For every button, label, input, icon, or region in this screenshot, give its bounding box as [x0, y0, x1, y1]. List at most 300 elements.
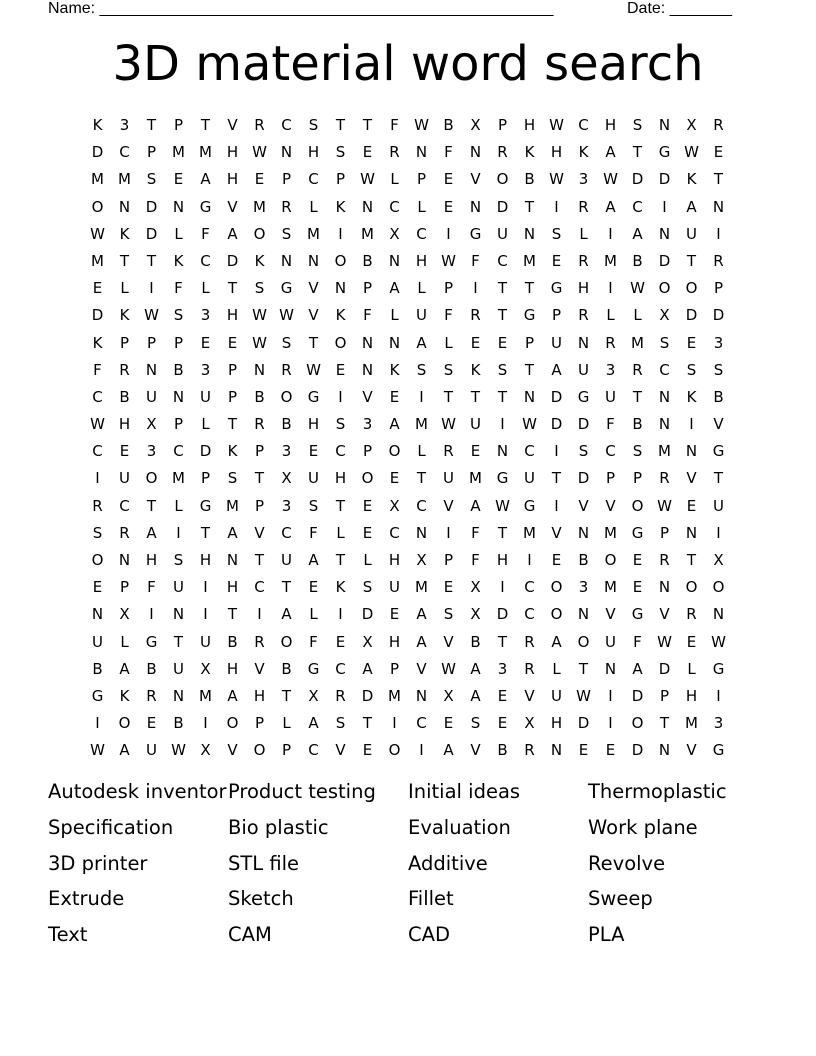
grid-letter[interactable]: E — [92, 279, 103, 298]
grid-letter[interactable]: L — [552, 659, 561, 678]
grid-letter[interactable]: D — [91, 306, 104, 325]
grid-letter[interactable]: L — [174, 496, 183, 515]
grid-letter[interactable]: O — [577, 632, 590, 651]
grid-letter[interactable]: D — [91, 143, 104, 162]
grid-letter[interactable]: M — [523, 523, 536, 542]
grid-letter[interactable]: A — [416, 632, 427, 651]
grid-letter[interactable]: O — [280, 387, 293, 406]
grid-letter[interactable]: R — [713, 251, 724, 270]
grid-letter[interactable]: M — [469, 469, 482, 488]
grid-letter[interactable]: B — [281, 659, 292, 678]
grid-letter[interactable]: E — [362, 523, 373, 542]
grid-letter[interactable]: H — [388, 632, 401, 651]
grid-letter[interactable]: V — [335, 741, 346, 760]
grid-letter[interactable]: W — [684, 143, 699, 162]
grid-letter[interactable]: N — [307, 251, 320, 270]
grid-letter[interactable]: N — [685, 523, 698, 542]
grid-letter[interactable]: M — [685, 714, 698, 733]
grid-letter[interactable]: D — [361, 605, 374, 624]
grid-letter[interactable]: G — [523, 306, 536, 325]
grid-letter[interactable]: I — [446, 523, 451, 542]
grid-letter[interactable]: H — [415, 251, 428, 270]
grid-letter[interactable]: N — [577, 605, 590, 624]
grid-letter[interactable]: X — [281, 469, 292, 488]
grid-letter[interactable]: R — [146, 686, 157, 705]
grid-letter[interactable]: V — [551, 523, 562, 542]
grid-letter[interactable]: A — [389, 415, 400, 434]
grid-letter[interactable]: 3 — [578, 170, 589, 189]
grid-letter[interactable]: E — [551, 551, 562, 569]
grid-letter[interactable]: A — [227, 523, 238, 542]
grid-letter[interactable]: K — [524, 143, 535, 162]
grid-letter[interactable]: X — [308, 686, 319, 705]
grid-letter[interactable]: T — [524, 360, 535, 379]
grid-letter[interactable]: W — [549, 116, 564, 134]
grid-letter[interactable]: N — [361, 333, 374, 352]
grid-letter[interactable]: D — [631, 170, 644, 189]
grid-letter[interactable]: A — [308, 551, 319, 569]
grid-letter[interactable]: K — [119, 306, 130, 325]
grid-letter[interactable]: O — [91, 197, 104, 216]
grid-letter[interactable]: T — [659, 714, 670, 733]
grid-letter[interactable]: K — [335, 306, 346, 325]
grid-letter[interactable]: B — [173, 714, 184, 733]
grid-letter[interactable]: N — [388, 333, 401, 352]
grid-letter[interactable]: W — [657, 632, 672, 651]
grid-letter[interactable]: B — [146, 659, 157, 678]
grid-letter[interactable]: R — [713, 116, 724, 134]
grid-letter[interactable]: M — [604, 523, 617, 542]
grid-letter[interactable]: U — [92, 632, 103, 651]
grid-letter[interactable]: F — [93, 360, 102, 379]
grid-letter[interactable]: T — [686, 251, 697, 270]
grid-letter[interactable]: F — [309, 632, 318, 651]
grid-letter[interactable]: D — [550, 415, 563, 434]
grid-letter[interactable]: V — [308, 306, 319, 325]
grid-letter[interactable]: C — [308, 741, 319, 760]
grid-letter[interactable]: U — [551, 686, 562, 705]
grid-letter[interactable]: P — [146, 143, 157, 162]
grid-letter[interactable]: I — [419, 741, 424, 760]
grid-letter[interactable]: W — [252, 306, 267, 325]
grid-letter[interactable]: N — [577, 523, 590, 542]
grid-letter[interactable]: L — [201, 415, 210, 434]
grid-letter[interactable]: E — [497, 714, 508, 733]
grid-letter[interactable]: A — [416, 333, 427, 352]
grid-letter[interactable]: U — [416, 306, 427, 325]
grid-letter[interactable]: L — [309, 197, 318, 216]
grid-letter[interactable]: L — [633, 306, 642, 325]
grid-letter[interactable]: I — [419, 387, 424, 406]
grid-letter[interactable]: O — [685, 578, 698, 597]
grid-letter[interactable]: V — [578, 496, 589, 515]
grid-letter[interactable]: H — [226, 306, 239, 325]
grid-letter[interactable]: C — [92, 442, 103, 461]
grid-letter[interactable]: S — [281, 224, 292, 243]
grid-letter[interactable]: P — [443, 279, 454, 298]
grid-letter[interactable]: P — [713, 279, 724, 298]
grid-letter[interactable]: N — [550, 741, 563, 760]
grid-letter[interactable]: E — [632, 578, 643, 597]
grid-letter[interactable]: C — [524, 578, 535, 597]
grid-letter[interactable]: P — [659, 523, 670, 542]
grid-letter[interactable]: N — [280, 143, 293, 162]
grid-letter[interactable]: S — [173, 306, 184, 325]
grid-letter[interactable]: P — [416, 170, 427, 189]
grid-letter[interactable]: W — [549, 170, 564, 189]
grid-letter[interactable]: B — [443, 116, 454, 134]
grid-letter[interactable]: A — [281, 605, 292, 624]
grid-letter[interactable]: U — [713, 496, 724, 515]
grid-letter[interactable]: P — [254, 442, 265, 461]
grid-letter[interactable]: C — [497, 251, 508, 270]
grid-letter[interactable]: I — [716, 686, 721, 705]
grid-letter[interactable]: R — [659, 469, 670, 488]
grid-letter[interactable]: H — [550, 714, 563, 733]
grid-letter[interactable]: I — [338, 224, 343, 243]
grid-letter[interactable]: D — [550, 387, 563, 406]
grid-letter[interactable]: P — [281, 741, 292, 760]
grid-letter[interactable]: V — [254, 523, 265, 542]
grid-letter[interactable]: 3 — [605, 360, 616, 379]
grid-letter[interactable]: S — [227, 469, 238, 488]
grid-letter[interactable]: N — [172, 197, 185, 216]
grid-letter[interactable]: T — [470, 387, 481, 406]
grid-letter[interactable]: O — [604, 551, 617, 569]
grid-letter[interactable]: R — [686, 605, 697, 624]
grid-letter[interactable]: V — [470, 741, 481, 760]
grid-letter[interactable]: G — [658, 143, 671, 162]
grid-letter[interactable]: V — [227, 197, 238, 216]
grid-letter[interactable]: T — [335, 116, 346, 134]
grid-letter[interactable]: H — [226, 578, 239, 597]
grid-letter[interactable]: L — [390, 170, 399, 189]
grid-letter[interactable]: N — [145, 360, 158, 379]
grid-letter[interactable]: 3 — [281, 442, 292, 461]
grid-letter[interactable]: M — [415, 578, 428, 597]
grid-letter[interactable]: I — [500, 415, 505, 434]
grid-letter[interactable]: B — [254, 387, 265, 406]
grid-letter[interactable]: G — [199, 496, 212, 515]
grid-letter[interactable]: O — [253, 741, 266, 760]
grid-letter[interactable]: S — [335, 714, 346, 733]
grid-letter[interactable]: V — [308, 279, 319, 298]
grid-letter[interactable]: U — [497, 224, 508, 243]
grid-letter[interactable]: C — [308, 170, 319, 189]
grid-letter[interactable]: W — [522, 415, 537, 434]
grid-letter[interactable]: G — [631, 605, 644, 624]
grid-letter[interactable]: A — [605, 197, 616, 216]
grid-letter[interactable]: N — [604, 659, 617, 678]
grid-letter[interactable]: A — [416, 605, 427, 624]
grid-letter[interactable]: E — [362, 143, 373, 162]
grid-letter[interactable]: H — [199, 551, 212, 569]
grid-letter[interactable]: R — [524, 632, 535, 651]
grid-letter[interactable]: L — [417, 197, 426, 216]
grid-letter[interactable]: L — [201, 279, 210, 298]
grid-letter[interactable]: S — [146, 170, 157, 189]
grid-letter[interactable]: I — [689, 415, 694, 434]
grid-letter[interactable]: T — [281, 578, 292, 597]
grid-letter[interactable]: T — [686, 551, 697, 569]
grid-letter[interactable]: N — [658, 387, 671, 406]
grid-letter[interactable]: E — [389, 387, 400, 406]
grid-letter[interactable]: E — [443, 170, 454, 189]
grid-letter[interactable]: 3 — [362, 415, 373, 434]
grid-letter[interactable]: N — [658, 415, 671, 434]
grid-letter[interactable]: V — [254, 659, 265, 678]
grid-letter[interactable]: G — [91, 686, 104, 705]
grid-letter[interactable]: O — [91, 551, 104, 569]
grid-letter[interactable]: S — [632, 116, 643, 134]
grid-letter[interactable]: I — [95, 714, 100, 733]
date-field[interactable]: Date: _______ — [627, 0, 732, 17]
grid-letter[interactable]: H — [685, 686, 698, 705]
grid-letter[interactable]: M — [631, 333, 644, 352]
grid-letter[interactable]: E — [578, 741, 589, 760]
grid-letter[interactable]: M — [118, 170, 131, 189]
grid-letter[interactable]: T — [362, 714, 373, 733]
grid-letter[interactable]: N — [118, 551, 131, 569]
grid-letter[interactable]: W — [657, 496, 672, 515]
grid-letter[interactable]: 3 — [119, 116, 130, 134]
grid-letter[interactable]: D — [577, 415, 590, 434]
grid-letter[interactable]: N — [658, 578, 671, 597]
grid-letter[interactable]: F — [363, 306, 372, 325]
grid-letter[interactable]: B — [470, 632, 481, 651]
grid-letter[interactable]: I — [203, 578, 208, 597]
grid-letter[interactable]: F — [471, 551, 480, 569]
grid-letter[interactable]: E — [362, 496, 373, 515]
grid-letter[interactable]: C — [92, 387, 103, 406]
grid-letter[interactable]: V — [686, 741, 697, 760]
grid-letter[interactable]: H — [226, 143, 239, 162]
grid-letter[interactable]: X — [470, 578, 481, 597]
grid-letter[interactable]: A — [119, 659, 130, 678]
grid-letter[interactable]: T — [443, 387, 454, 406]
grid-letter[interactable]: R — [389, 143, 400, 162]
grid-letter[interactable]: K — [92, 116, 103, 134]
grid-letter[interactable]: E — [470, 442, 481, 461]
grid-letter[interactable]: T — [254, 551, 265, 569]
grid-letter[interactable]: E — [632, 551, 643, 569]
grid-letter[interactable]: E — [443, 714, 454, 733]
grid-letter[interactable]: T — [281, 686, 292, 705]
grid-letter[interactable]: N — [388, 251, 401, 270]
grid-letter[interactable]: D — [361, 686, 374, 705]
grid-letter[interactable]: I — [608, 714, 613, 733]
grid-letter[interactable]: G — [496, 469, 509, 488]
grid-letter[interactable]: P — [173, 333, 184, 352]
grid-letter[interactable]: N — [334, 279, 347, 298]
grid-letter[interactable]: T — [551, 469, 562, 488]
grid-letter[interactable]: G — [712, 442, 725, 461]
grid-letter[interactable]: T — [173, 632, 184, 651]
grid-letter[interactable]: S — [254, 279, 265, 298]
grid-letter[interactable]: S — [632, 442, 643, 461]
grid-letter[interactable]: T — [227, 605, 238, 624]
grid-letter[interactable]: M — [199, 143, 212, 162]
grid-letter[interactable]: U — [605, 387, 616, 406]
grid-letter[interactable]: S — [686, 360, 697, 379]
grid-letter[interactable]: N — [469, 197, 482, 216]
grid-letter[interactable]: E — [362, 741, 373, 760]
grid-letter[interactable]: I — [446, 224, 451, 243]
grid-letter[interactable]: E — [686, 632, 697, 651]
grid-letter[interactable]: R — [254, 632, 265, 651]
grid-letter[interactable]: S — [578, 442, 589, 461]
grid-letter[interactable]: F — [147, 578, 156, 597]
grid-letter[interactable]: W — [252, 143, 267, 162]
grid-letter[interactable]: N — [523, 387, 536, 406]
grid-letter[interactable]: I — [554, 442, 559, 461]
grid-letter[interactable]: S — [335, 143, 346, 162]
grid-letter[interactable]: X — [443, 686, 454, 705]
grid-letter[interactable]: K — [335, 578, 346, 597]
grid-letter[interactable]: W — [630, 279, 645, 298]
grid-letter[interactable]: E — [92, 578, 103, 597]
grid-letter[interactable]: T — [497, 306, 508, 325]
grid-letter[interactable]: W — [171, 741, 186, 760]
grid-letter[interactable]: H — [577, 279, 590, 298]
grid-letter[interactable]: R — [497, 143, 508, 162]
grid-letter[interactable]: S — [308, 116, 319, 134]
grid-letter[interactable]: E — [389, 605, 400, 624]
grid-letter[interactable]: K — [578, 143, 589, 162]
grid-letter[interactable]: D — [712, 306, 725, 325]
grid-letter[interactable]: I — [608, 686, 613, 705]
grid-letter[interactable]: I — [662, 197, 667, 216]
grid-letter[interactable]: L — [120, 279, 129, 298]
grid-letter[interactable]: V — [713, 415, 724, 434]
grid-letter[interactable]: T — [308, 333, 319, 352]
grid-letter[interactable]: N — [712, 197, 725, 216]
grid-letter[interactable]: I — [149, 605, 154, 624]
grid-letter[interactable]: I — [149, 279, 154, 298]
grid-letter[interactable]: L — [390, 306, 399, 325]
grid-letter[interactable]: K — [119, 686, 130, 705]
grid-letter[interactable]: A — [551, 632, 562, 651]
grid-letter[interactable]: D — [496, 197, 509, 216]
grid-letter[interactable]: P — [254, 714, 265, 733]
grid-letter[interactable]: N — [658, 741, 671, 760]
grid-letter[interactable]: K — [470, 360, 481, 379]
grid-letter[interactable]: B — [632, 415, 643, 434]
grid-letter[interactable]: K — [686, 170, 697, 189]
grid-letter[interactable]: W — [414, 116, 429, 134]
letter-grid[interactable] — [84, 112, 732, 765]
grid-letter[interactable]: I — [473, 279, 478, 298]
grid-letter[interactable]: W — [144, 306, 159, 325]
grid-letter[interactable]: K — [227, 442, 238, 461]
grid-letter[interactable]: A — [470, 496, 481, 515]
grid-letter[interactable]: O — [550, 578, 563, 597]
grid-letter[interactable]: B — [119, 387, 130, 406]
grid-letter[interactable]: N — [415, 143, 428, 162]
grid-letter[interactable]: I — [338, 387, 343, 406]
grid-letter[interactable]: U — [605, 632, 616, 651]
grid-letter[interactable]: P — [173, 415, 184, 434]
grid-letter[interactable]: U — [281, 551, 292, 569]
grid-letter[interactable]: R — [632, 360, 643, 379]
grid-letter[interactable]: H — [550, 143, 563, 162]
grid-letter[interactable]: E — [497, 333, 508, 352]
grid-letter[interactable]: V — [605, 496, 616, 515]
grid-letter[interactable]: I — [338, 605, 343, 624]
grid-letter[interactable]: E — [686, 496, 697, 515]
grid-letter[interactable]: X — [659, 306, 670, 325]
grid-letter[interactable]: T — [227, 279, 238, 298]
grid-letter[interactable]: E — [686, 333, 697, 352]
grid-letter[interactable]: S — [308, 496, 319, 515]
grid-letter[interactable]: G — [307, 387, 320, 406]
grid-letter[interactable]: S — [470, 714, 481, 733]
grid-letter[interactable]: P — [173, 116, 184, 134]
grid-letter[interactable]: H — [307, 143, 320, 162]
grid-letter[interactable]: N — [469, 143, 482, 162]
grid-letter[interactable]: 3 — [713, 714, 724, 733]
grid-letter[interactable]: E — [173, 170, 184, 189]
grid-letter[interactable]: T — [713, 170, 724, 189]
grid-letter[interactable]: A — [389, 279, 400, 298]
grid-letter[interactable]: T — [254, 469, 265, 488]
grid-letter[interactable]: P — [227, 360, 238, 379]
grid-letter[interactable]: A — [551, 360, 562, 379]
grid-letter[interactable]: U — [173, 659, 184, 678]
grid-letter[interactable]: S — [362, 578, 373, 597]
grid-letter[interactable]: D — [226, 251, 239, 270]
grid-letter[interactable]: R — [335, 686, 346, 705]
grid-letter[interactable]: R — [254, 116, 265, 134]
grid-letter[interactable]: 3 — [713, 333, 724, 352]
grid-letter[interactable]: R — [281, 360, 292, 379]
grid-letter[interactable]: I — [392, 714, 397, 733]
grid-letter[interactable]: V — [443, 632, 454, 651]
grid-letter[interactable]: P — [146, 333, 157, 352]
grid-letter[interactable]: O — [280, 632, 293, 651]
grid-letter[interactable]: A — [443, 741, 454, 760]
grid-letter[interactable]: S — [443, 360, 454, 379]
grid-letter[interactable]: T — [497, 387, 508, 406]
grid-letter[interactable]: C — [254, 578, 265, 597]
grid-letter[interactable]: I — [716, 523, 721, 542]
grid-letter[interactable]: B — [173, 360, 184, 379]
grid-letter[interactable]: P — [281, 170, 292, 189]
grid-letter[interactable]: V — [227, 116, 238, 134]
grid-letter[interactable]: S — [173, 551, 184, 569]
grid-letter[interactable]: N — [685, 442, 698, 461]
grid-letter[interactable]: V — [362, 387, 373, 406]
grid-letter[interactable]: V — [470, 170, 481, 189]
grid-letter[interactable]: M — [226, 496, 239, 515]
grid-letter[interactable]: 3 — [281, 496, 292, 515]
grid-letter[interactable]: W — [441, 251, 456, 270]
grid-letter[interactable]: P — [200, 469, 211, 488]
grid-letter[interactable]: 3 — [200, 360, 211, 379]
grid-letter[interactable]: K — [92, 333, 103, 352]
grid-letter[interactable]: L — [336, 523, 345, 542]
grid-letter[interactable]: K — [254, 251, 265, 270]
grid-letter[interactable]: A — [119, 741, 130, 760]
grid-letter[interactable]: N — [712, 605, 725, 624]
grid-letter[interactable]: I — [95, 469, 100, 488]
grid-letter[interactable]: W — [306, 360, 321, 379]
grid-letter[interactable]: P — [551, 306, 562, 325]
grid-letter[interactable]: B — [578, 551, 589, 569]
grid-letter[interactable]: A — [605, 143, 616, 162]
grid-letter[interactable]: M — [604, 578, 617, 597]
grid-letter[interactable]: T — [632, 387, 643, 406]
